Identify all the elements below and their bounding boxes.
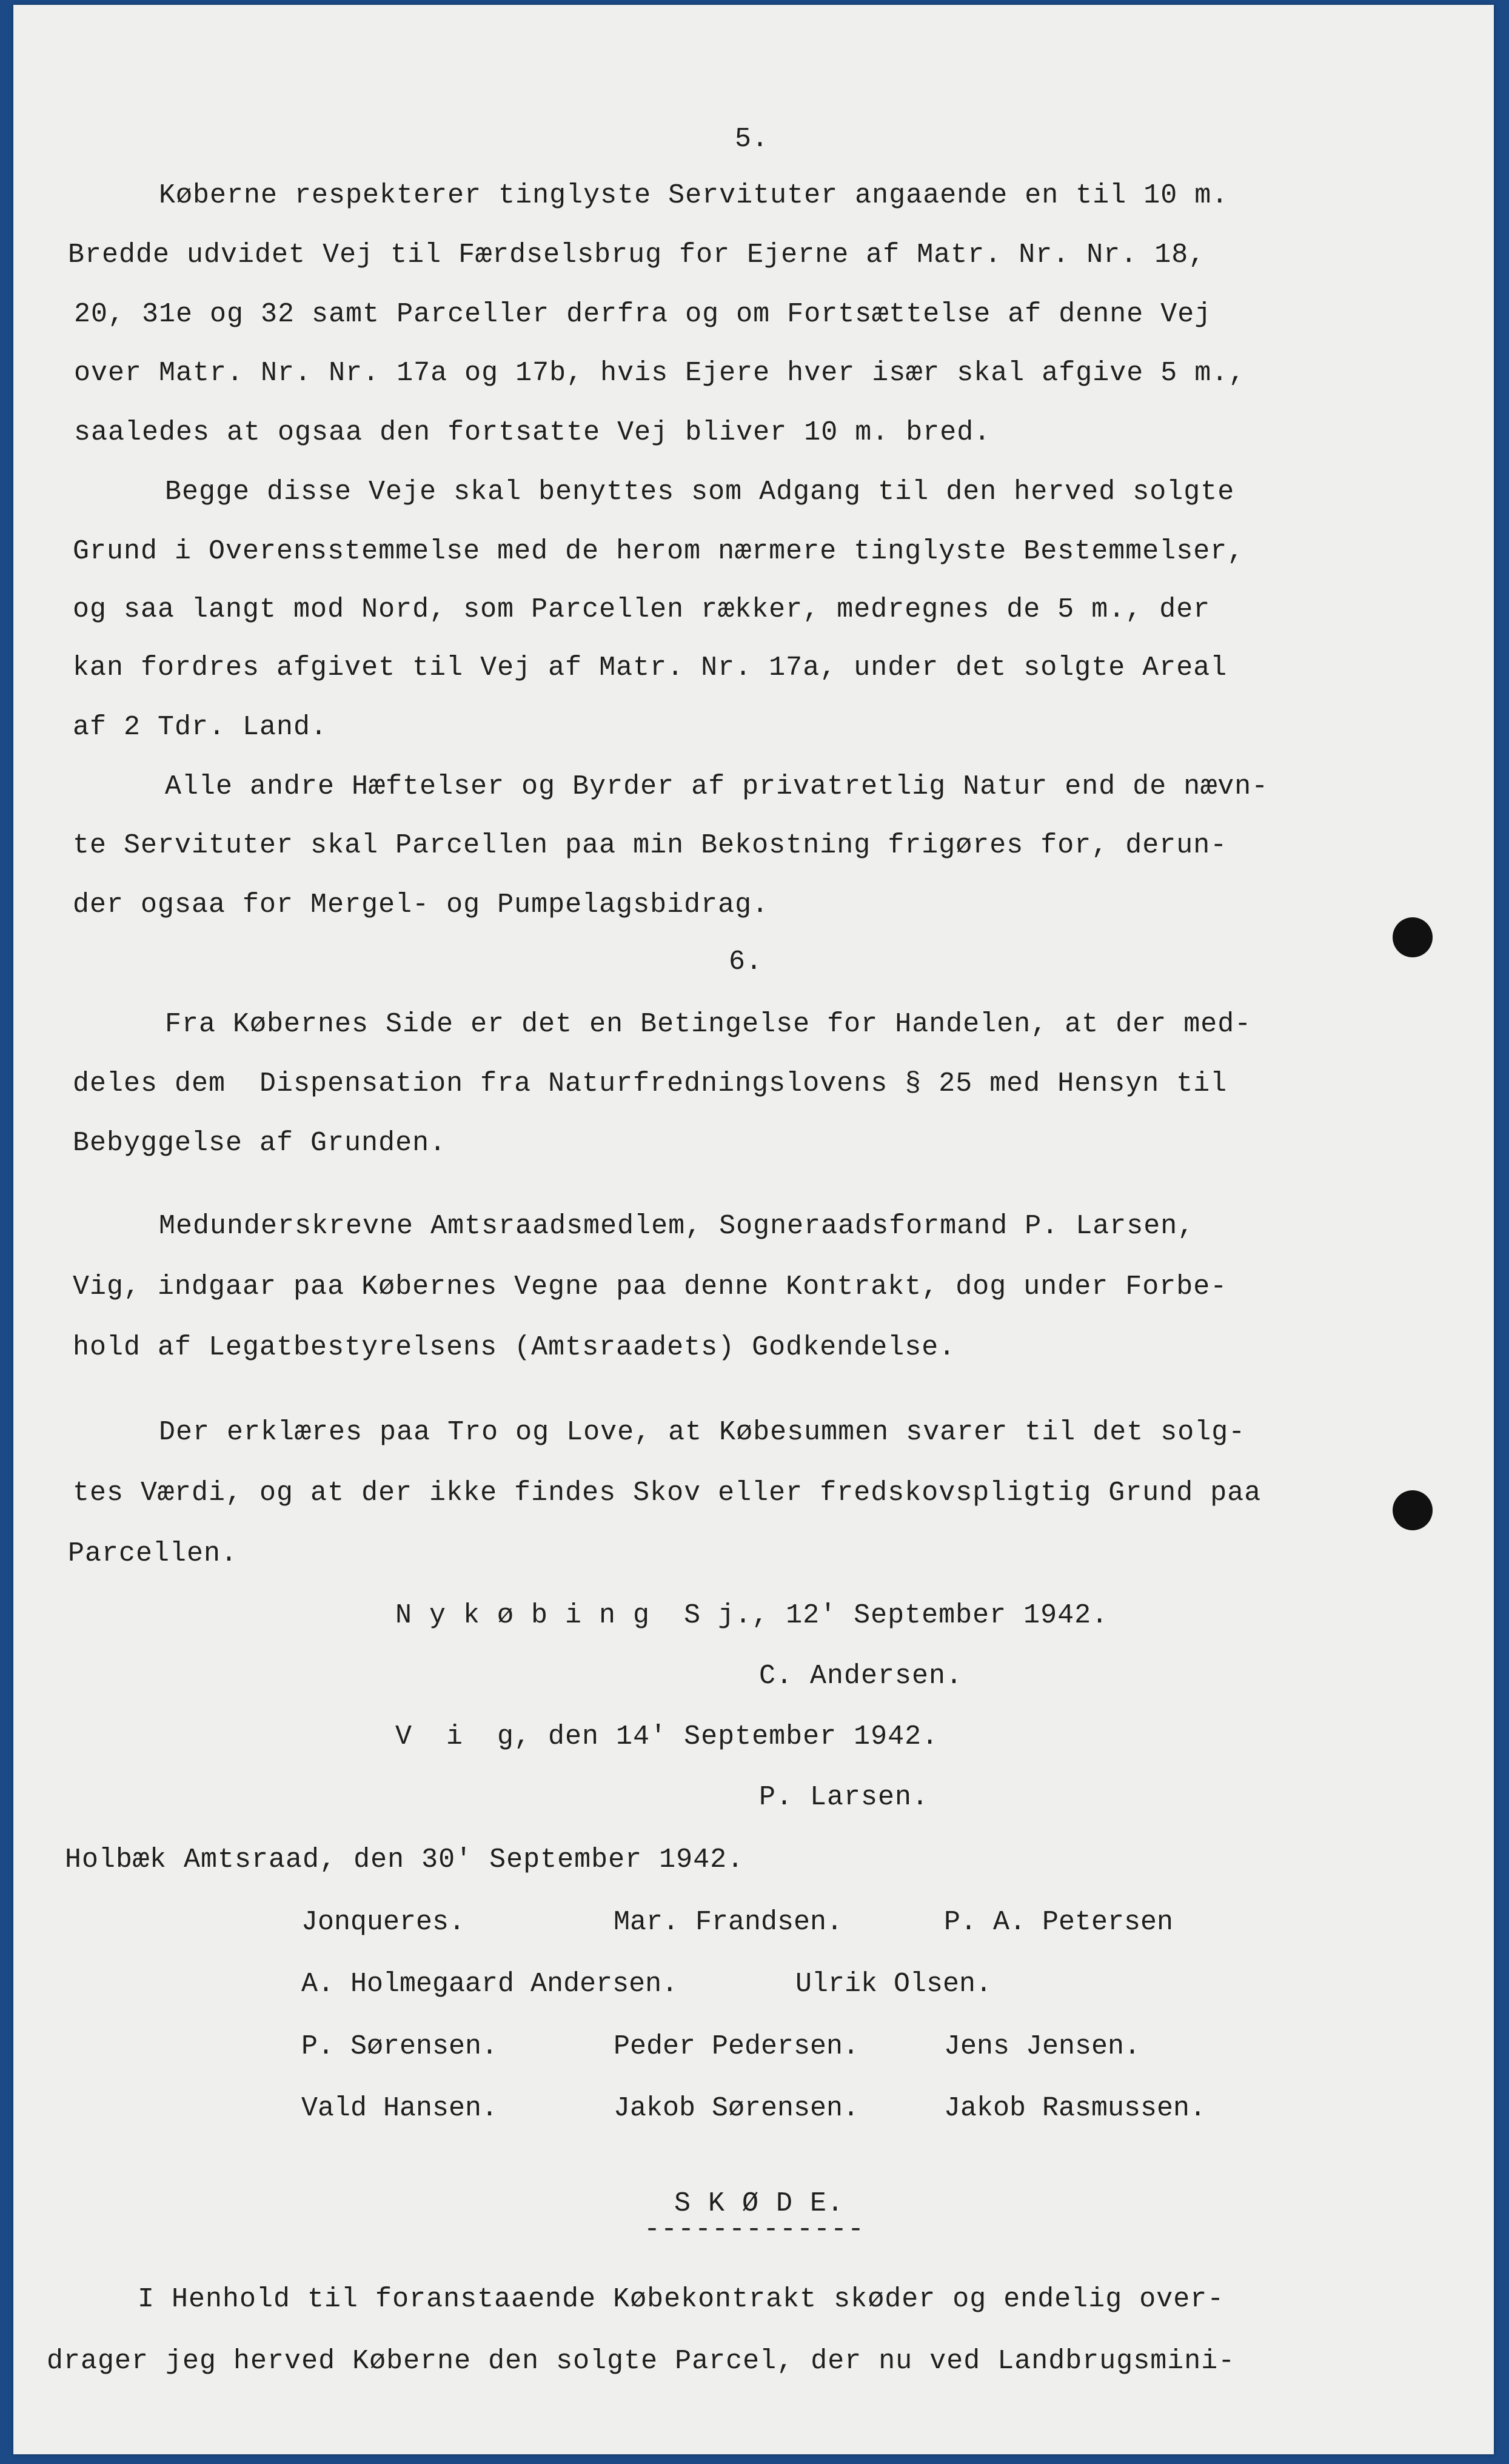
member-jonqueres: Jonqueres.: [301, 1907, 466, 1938]
signature-place-nykobing: N y k ø b i n g S j., 12' September 1942.: [395, 1600, 1109, 1631]
signature-place-vig: V i g, den 14' September 1942.: [395, 1721, 939, 1752]
p5-line-3: hold af Legatbestyrelsens (Amtsraadets) Godkendelse.: [73, 1332, 956, 1363]
member-rasmussen: Jakob Rasmussen.: [944, 2093, 1206, 2124]
p2-line-3: og saa langt mod Nord, som Parcellen rækker, medregnes de 5 m., der: [73, 594, 1211, 625]
p6-line-3: Parcellen.: [68, 1538, 238, 1569]
p1-line-5: saaledes at ogsaa den fortsatte Vej bliver 10 m. bred.: [74, 417, 991, 448]
document-page: [13, 5, 1494, 2454]
member-hansen: Vald Hansen.: [301, 2093, 498, 2124]
section-6-number: 6.: [729, 946, 763, 977]
punch-hole-lower: [1393, 1490, 1433, 1530]
deed-heading-rule: -------------: [644, 2214, 865, 2245]
p6-line-1: Der erklæres paa Tro og Love, at Købesummen svarer til det solg-: [159, 1417, 1246, 1448]
signature-name-andersen: C. Andersen.: [759, 1661, 963, 1692]
p7-line-2: drager jeg herved Køberne den solgte Parcel, der nu ved Landbrugsmini-: [47, 2346, 1236, 2377]
member-olsen: Ulrik Olsen.: [795, 1969, 992, 2000]
p4-line-1: Fra Købernes Side er det en Betingelse for Handelen, at der med-: [165, 1009, 1252, 1040]
p7-line-1: I Henhold til foranstaaende Købekontrakt skøder og endelig over-: [138, 2284, 1225, 2315]
p4-line-2: deles dem Dispensation fra Naturfredningslovens § 25 med Hensyn til: [73, 1068, 1228, 1099]
page-number: 5.: [735, 124, 769, 155]
p3-line-2: te Servituter skal Parcellen paa min Bekostning frigøres for, derun-: [73, 830, 1228, 861]
p2-line-4: kan fordres afgivet til Vej af Matr. Nr. 17a, under det solgte Areal: [73, 652, 1228, 683]
punch-hole-upper: [1393, 917, 1433, 957]
p1-line-2: Bredde udvidet Vej til Færdselsbrug for Ejerne af Matr. Nr. Nr. 18,: [68, 239, 1206, 270]
p1-line-4: over Matr. Nr. Nr. 17a og 17b, hvis Ejere hver især skal afgive 5 m.,: [74, 358, 1246, 389]
member-sorensen: P. Sørensen.: [301, 2031, 498, 2062]
p2-line-1: Begge disse Veje skal benyttes som Adgang til den herved solgte: [165, 477, 1235, 507]
deed-heading: S K Ø D E.: [674, 2188, 845, 2219]
p1-line-1: Køberne respekterer tinglyste Servituter angaaende en til 10 m.: [159, 180, 1229, 211]
member-petersen: P. A. Petersen: [944, 1907, 1174, 1938]
p3-line-1: Alle andre Hæftelser og Byrder af privatretlig Natur end de nævn-: [165, 771, 1269, 802]
member-jakob-sorensen: Jakob Sørensen.: [614, 2093, 860, 2124]
member-frandsen: Mar. Frandsen.: [614, 1907, 843, 1938]
p2-line-5: af 2 Tdr. Land.: [73, 712, 328, 743]
member-jensen: Jens Jensen.: [944, 2031, 1141, 2062]
p3-line-3: der ogsaa for Mergel- og Pumpelagsbidrag.: [73, 889, 769, 920]
council-date: Holbæk Amtsraad, den 30' September 1942.: [65, 1844, 744, 1875]
p5-line-1: Medunderskrevne Amtsraadsmedlem, Sogneraadsformand P. Larsen,: [159, 1211, 1195, 1242]
p5-line-2: Vig, indgaar paa Købernes Vegne paa denne Kontrakt, dog under Forbe-: [73, 1271, 1228, 1302]
p1-line-3: 20, 31e og 32 samt Parceller derfra og om Fortsættelse af denne Vej: [74, 299, 1212, 330]
member-holmegaard: A. Holmegaard Andersen.: [301, 1969, 678, 2000]
p2-line-2: Grund i Overensstemmelse med de herom nærmere tinglyste Bestemmelser,: [73, 536, 1245, 567]
p4-line-3: Bebyggelse af Grunden.: [73, 1128, 447, 1159]
p6-line-2: tes Værdi, og at der ikke findes Skov eller fredskovspligtig Grund paa: [73, 1478, 1262, 1508]
signature-name-larsen: P. Larsen.: [759, 1782, 929, 1813]
member-pedersen: Peder Pedersen.: [614, 2031, 860, 2062]
